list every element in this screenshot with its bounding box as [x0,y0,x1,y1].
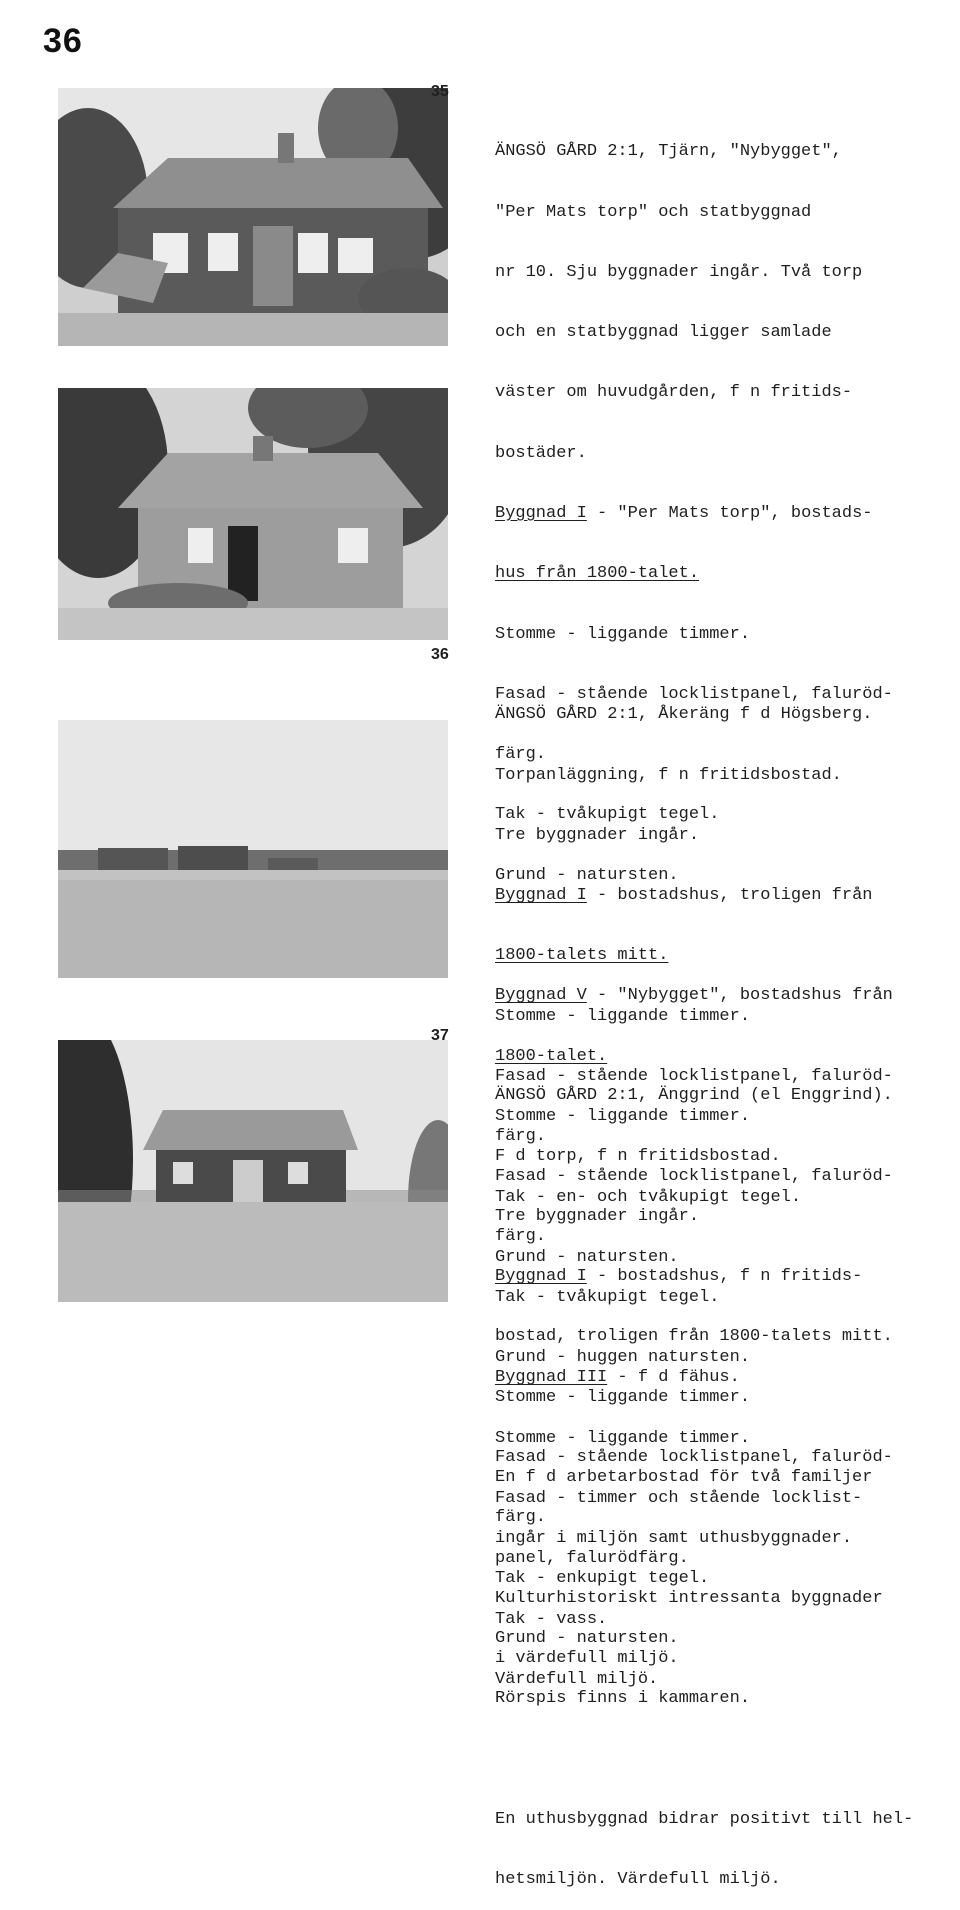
entry-line: färg. [495,1508,547,1528]
photo-akerang-drawing [58,720,448,978]
entry-line: 1800-talets mitt. [495,946,669,966]
entry-line: Stomme - liggande timmer. [495,1428,751,1448]
entry-line: Grund - natursten. [495,1247,679,1267]
entry-line: färg. [495,1127,547,1147]
entry-line: Värdefull miljö. [495,1669,659,1689]
entry-line: Byggnad I - "Per Mats torp", bostads- [495,503,873,523]
photo-per-mats-torp [58,88,448,346]
entry-line: nr 10. Sju byggnader ingår. Två torp [495,262,863,282]
entry-line: Fasad - stående locklistpanel, faluröd- [495,1447,893,1467]
entry-line: färg. [495,1227,547,1247]
photo-anggrind [58,1040,448,1302]
entry-line: Stomme - liggande timmer. [495,1006,751,1026]
entry-line: Fasad - stående locklistpanel, faluröd- [495,1167,893,1187]
entry-line: Stomme - liggande timmer. [495,624,751,644]
entry-line: väster om huvudgården, f n fritids- [495,383,853,403]
entry-number: 37 [431,1027,449,1044]
entry-line: Stomme - liggande timmer. [495,1387,751,1407]
entry-line: Torpanläggning, f n fritidsbostad. [495,765,842,785]
entry-line: Byggnad V - "Nybygget", bostadshus från [495,986,893,1006]
entry-line: färg. [495,745,547,765]
entry-line: ingår i miljön samt uthusbyggnader. [495,1528,853,1548]
photo-akerang [58,720,448,978]
entry-line: hus från 1800-talet. [495,564,700,584]
entry-line: Tre byggnader ingår. [495,1206,700,1226]
entry-number: 35 [431,83,449,100]
photo-per-mats-torp-drawing [58,88,448,346]
entry-line: Fasad - stående locklistpanel, faluröd- [495,1066,893,1086]
entry-line: Byggnad I - bostadshus, troligen från [495,886,873,906]
entry-line: Tre byggnader ingår. [495,825,700,845]
entry-line: Tak - tvåkupigt tegel. [495,805,720,825]
entry-line: Grund - natursten. [495,865,679,885]
entry-line: bostäder. [495,443,587,463]
entry-line: Tak - tvåkupigt tegel. [495,1287,720,1307]
entry-line: och en statbyggnad ligger samlade [495,323,832,343]
entry-line: Tak - enkupigt tegel. [495,1568,710,1588]
entry-line: Tak - vass. [495,1609,608,1629]
entry-37 [431,1026,924,1910]
entry-line: Grund - natursten. [495,1628,679,1648]
photo-nybygget [58,388,448,640]
entry-line: En f d arbetarbostad för två familjer [495,1468,873,1488]
entry-line: 1800-talet. [495,1046,608,1066]
entry-line: Byggnad I - bostadshus, f n fritids- [495,1267,863,1287]
photo-anggrind-drawing [58,1040,448,1302]
entry-line: bostad, troligen från 1800-talets mitt. [495,1327,893,1347]
entry-line: Fasad - timmer och stående locklist- [495,1488,863,1508]
entry-line: F d torp, f n fritidsbostad. [495,1146,781,1166]
entry-line: Kulturhistoriskt intressanta byggnader [495,1589,883,1609]
entry-line: En uthusbyggnad bidrar positivt till hel- [495,1809,914,1829]
entry-line: hetsmiljön. Värdefull miljö. [495,1869,781,1889]
entry-line: i värdefull miljö. [495,1649,679,1669]
entry-line: Stomme - liggande timmer. [495,1106,751,1126]
entry-line: "Per Mats torp" och statbyggnad [495,202,812,222]
entry-line: Rörspis finns i kammaren. [495,1689,751,1709]
photo-nybygget-drawing [58,388,448,640]
entry-line: panel, falurödfärg. [495,1549,689,1569]
entry-line: ÄNGSÖ GÅRD 2:1, Tjärn, "Nybygget", [495,142,842,162]
entry-line: ÄNGSÖ GÅRD 2:1, Änggrind (el Enggrind). [495,1086,893,1106]
entry-line: ÄNGSÖ GÅRD 2:1, Åkeräng f d Högsberg. [495,705,873,725]
entry-line: Grund - huggen natursten. [495,1347,751,1367]
entry-number: 36 [431,646,449,663]
entry-line: Tak - en- och tvåkupigt tegel. [495,1187,802,1207]
entry-line: Byggnad III - f d fähus. [495,1368,740,1388]
entry-line: Fasad - stående locklistpanel, faluröd- [495,684,893,704]
page-number: 36 [43,22,83,60]
